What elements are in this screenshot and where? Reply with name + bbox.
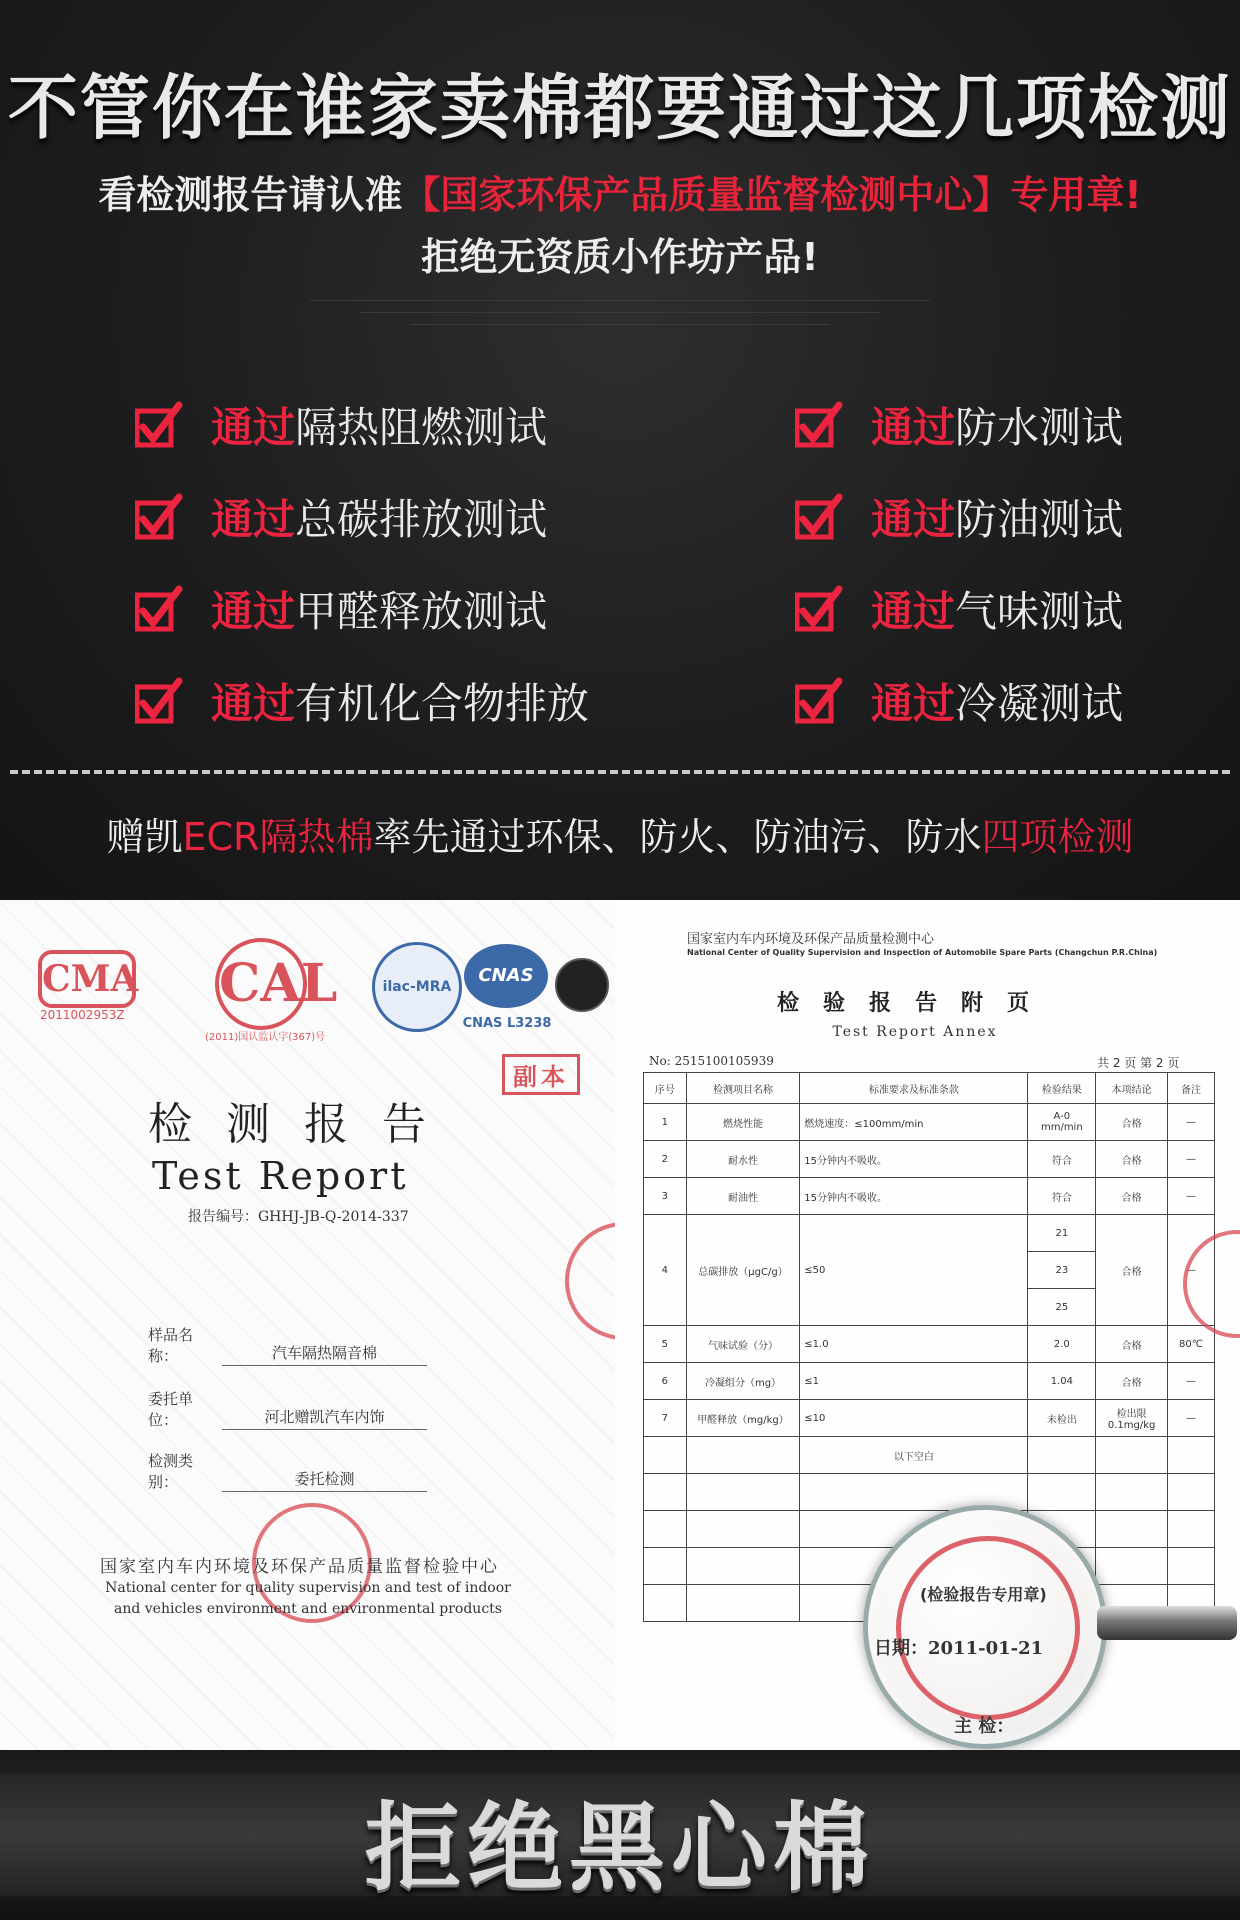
check-label: 总碳排放测试 (295, 495, 548, 544)
cell: 合格 (1096, 1326, 1168, 1363)
cell: 7 (644, 1400, 687, 1437)
report-number: 报告编号：GHHJ-JB-Q-2014-337 (188, 1209, 409, 1225)
dashed-divider (10, 770, 1230, 774)
cell: 耐水性 (686, 1141, 800, 1178)
checkmark-icon (795, 493, 843, 541)
bottom-banner (0, 1750, 1240, 1920)
divider-line (360, 312, 880, 313)
table-row (644, 1326, 1215, 1363)
cell: 2.0 (1028, 1326, 1096, 1363)
cell: — (1168, 1141, 1215, 1178)
cell: — (1168, 1215, 1215, 1326)
cell: 总碳排放（μgC/g） (686, 1215, 800, 1326)
check-label: 隔热阻燃测试 (295, 403, 548, 452)
divider-line (310, 300, 930, 301)
report-footer-cn: 国家室内车内环境及环保产品质量监督检验中心 (100, 1557, 499, 1577)
divider-line (410, 324, 830, 325)
subtitle (0, 164, 1240, 219)
check-label: 防水测试 (955, 403, 1124, 452)
magnifier-handle (1097, 1606, 1237, 1640)
field-value: 河北赠凯汽车内饰 (222, 1406, 427, 1430)
table-row (644, 1178, 1215, 1215)
report-images (0, 900, 1240, 1750)
cnas-number: CNAS L3238 (462, 1016, 552, 1031)
subtitle-2: 拒绝无资质小作坊产品! (421, 235, 819, 279)
cell: 检出限 0.1mg/kg (1096, 1400, 1168, 1437)
cell: 1.04 (1028, 1363, 1096, 1400)
statement-highlight: 四项检测 (981, 815, 1134, 859)
cell: 燃烧性能 (686, 1104, 800, 1141)
cell: — (1168, 1400, 1215, 1437)
cell: 冷凝组分（mg） (686, 1363, 800, 1400)
cell: 合格 (1096, 1178, 1168, 1215)
cell: 气味试验（分） (686, 1326, 800, 1363)
cell: 3 (644, 1178, 687, 1215)
checkmark-icon (795, 677, 843, 725)
field-value: 委托检测 (222, 1468, 427, 1492)
report-footer-en: National center for quality supervision and test of indoor and vehicles environment and environmental products (105, 1580, 511, 1617)
statement-product: ECR隔热棉 (182, 815, 374, 859)
table-row (644, 1104, 1215, 1141)
cell: 合格 (1096, 1104, 1168, 1141)
check-label: 冷凝测试 (955, 679, 1124, 728)
cell: 甲醛释放（mg/kg） (686, 1400, 800, 1437)
cell (1168, 1437, 1215, 1474)
checkmark-icon (135, 493, 183, 541)
report-field (148, 1450, 427, 1492)
cell: 4 (644, 1215, 687, 1326)
report-title-cn: 检测报告 (148, 1099, 460, 1150)
field-label: 检测类别： (148, 1452, 194, 1491)
cma-number: 2011002953Z (40, 1008, 125, 1022)
cell: 符合 (1028, 1178, 1096, 1215)
field-label: 委托单位： (148, 1390, 194, 1429)
cell: 合格 (1096, 1141, 1168, 1178)
pass-label: 通过 (871, 403, 956, 452)
checkmark-icon (795, 585, 843, 633)
pass-label: 通过 (871, 679, 956, 728)
checkmark-icon (135, 585, 183, 633)
cell: 合格 (1096, 1215, 1168, 1326)
cma-logo: CMA (38, 950, 136, 1008)
check-label: 有机化合物排放 (295, 679, 590, 728)
cell: ≤10 (800, 1400, 1028, 1437)
cell (1028, 1437, 1096, 1474)
statement-line (0, 806, 1240, 861)
cell: 25 (1028, 1289, 1096, 1326)
cell: 15分钟内不吸收。 (800, 1141, 1028, 1178)
annex-title: 检验报告附页 (776, 990, 1053, 1016)
annex-subtitle: Test Report Annex (832, 1024, 998, 1040)
annex-organization-en: National Center of Quality Supervision and Inspection of Automobile Spare Parts (Changchun P.R.China) (687, 948, 1158, 957)
cell: 6 (644, 1363, 687, 1400)
cell: 未检出 (1028, 1400, 1096, 1437)
table-header-row (644, 1073, 1215, 1104)
cell (686, 1437, 800, 1474)
report-title-en: Test Report (152, 1154, 409, 1198)
cell: 15分钟内不吸收。 (800, 1178, 1028, 1215)
column-header: 备注 (1168, 1073, 1215, 1104)
check-item (795, 390, 1123, 460)
table-row (644, 1400, 1215, 1437)
cell: 燃烧速度：≤100mm/min (800, 1104, 1028, 1141)
cell: 80℃ (1168, 1326, 1215, 1363)
magnifier-lens (863, 1505, 1107, 1749)
pass-label: 通过 (211, 679, 296, 728)
field-value: 汽车隔热隔音棉 (222, 1342, 427, 1366)
column-header: 本项结论 (1096, 1073, 1168, 1104)
cell: 5 (644, 1326, 687, 1363)
check-label: 防油测试 (955, 495, 1124, 544)
blank-note: 以下空白 (800, 1437, 1028, 1474)
subtitle-highlight: 【国家环保产品质量监督检测中心】专用章! (402, 173, 1142, 217)
table-row (644, 1215, 1215, 1252)
cell: 符合 (1028, 1141, 1096, 1178)
subtitle-prefix: 看检测报告请认准 (98, 173, 403, 217)
check-label: 甲醛释放测试 (295, 587, 548, 636)
pass-label: 通过 (871, 495, 956, 544)
cell: ≤1.0 (800, 1326, 1028, 1363)
annex-page: 共 2 页 第 2 页 (1097, 1056, 1180, 1070)
check-item (135, 482, 547, 552)
column-header: 检验结果 (1028, 1073, 1096, 1104)
cell: — (1168, 1363, 1215, 1400)
cell: 合格 (1096, 1363, 1168, 1400)
check-item (795, 574, 1123, 644)
pass-label: 通过 (211, 587, 296, 636)
stamp-date: 日期：2011-01-21 (874, 1638, 1044, 1659)
cal-number: (2011)国认监认字(367)号 (205, 1032, 326, 1043)
statement-brand: 赠凯 (106, 815, 183, 859)
pass-label: 通过 (871, 587, 956, 636)
column-header: 序号 (644, 1073, 687, 1104)
inspector-label: 主 检： (954, 1716, 1015, 1737)
test-report-annex (615, 900, 1240, 1750)
report-field (148, 1324, 427, 1366)
statement-body: 率先通过环保、防火、防油污、防水 (373, 815, 982, 859)
pass-label: 通过 (211, 403, 296, 452)
cell: 2 (644, 1141, 687, 1178)
official-stamp (896, 1536, 1080, 1720)
cnas-logo: CNAS (464, 944, 548, 1008)
cell: 23 (1028, 1252, 1096, 1289)
cell: A-0 mm/min (1028, 1104, 1096, 1141)
cell: 耐油性 (686, 1178, 800, 1215)
cell: 1 (644, 1104, 687, 1141)
ilac-mra-logo: ilac-MRA (372, 942, 462, 1032)
seal-icon (555, 958, 609, 1012)
test-report-cover (0, 900, 615, 1750)
checkmark-icon (135, 677, 183, 725)
table-row (644, 1141, 1215, 1178)
column-header: 检测项目名称 (686, 1073, 800, 1104)
check-item (135, 574, 547, 644)
copy-stamp: 副本 (502, 1054, 580, 1095)
check-item (135, 666, 589, 736)
banner-text: 拒绝黑心棉 (365, 1792, 875, 1904)
main-title: 不管你在谁家卖棉都要通过这几项检测 (8, 67, 1232, 149)
check-item (795, 666, 1123, 736)
cell: ≤50 (800, 1215, 1028, 1326)
official-stamp (565, 1222, 615, 1340)
table-row (644, 1363, 1215, 1400)
table-row (644, 1437, 1215, 1474)
stamp-label: (检验报告专用章) (920, 1585, 1047, 1604)
report-field (148, 1388, 427, 1430)
cell: — (1168, 1104, 1215, 1141)
field-label: 样品名称： (148, 1326, 194, 1365)
table-row (644, 1474, 1215, 1511)
cell: 21 (1028, 1215, 1096, 1252)
promo-header-section (0, 0, 1240, 900)
cell (1096, 1437, 1168, 1474)
annex-organization: 国家室内车内环境及环保产品质量检测中心 (687, 932, 935, 947)
cell: — (1168, 1178, 1215, 1215)
cell (644, 1437, 687, 1474)
pass-label: 通过 (211, 495, 296, 544)
checkmark-icon (795, 401, 843, 449)
check-item (135, 390, 547, 460)
check-item (795, 482, 1123, 552)
checkmark-icon (135, 401, 183, 449)
annex-number: No: 2515100105939 (649, 1054, 774, 1068)
cal-logo: CAL (215, 938, 307, 1030)
check-label: 气味测试 (955, 587, 1124, 636)
cell: ≤1 (800, 1363, 1028, 1400)
column-header: 标准要求及标准条款 (800, 1073, 1028, 1104)
